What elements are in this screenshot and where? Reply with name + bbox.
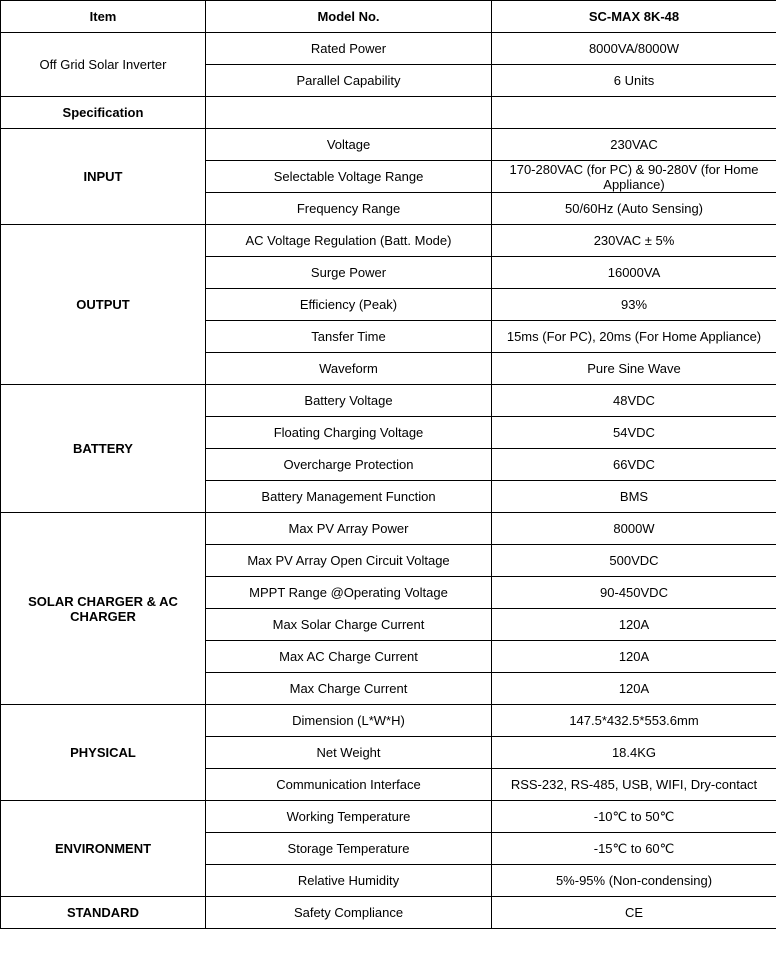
value-cell: BMS xyxy=(492,481,776,513)
table-row xyxy=(1,129,776,161)
table-row xyxy=(1,801,776,833)
param-cell: Selectable Voltage Range xyxy=(206,161,492,193)
table-row xyxy=(1,897,776,929)
empty-cell xyxy=(206,97,492,129)
value-cell: 18.4KG xyxy=(492,737,776,769)
param-cell: Efficiency (Peak) xyxy=(206,289,492,321)
param-cell: Max Solar Charge Current xyxy=(206,609,492,641)
group-label: INPUT xyxy=(1,129,206,225)
param-cell: Surge Power xyxy=(206,257,492,289)
value-cell: 16000VA xyxy=(492,257,776,289)
param-cell: Safety Compliance xyxy=(206,897,492,929)
value-cell: 120A xyxy=(492,673,776,705)
group-label: ENVIRONMENT xyxy=(1,801,206,897)
header-row xyxy=(1,1,776,33)
value-cell: 230VAC xyxy=(492,129,776,161)
value-cell: 120A xyxy=(492,641,776,673)
param-cell: Tansfer Time xyxy=(206,321,492,353)
table-row xyxy=(1,513,776,545)
param-cell: Waveform xyxy=(206,353,492,385)
header-item: Item xyxy=(1,1,206,33)
param-cell: Battery Voltage xyxy=(206,385,492,417)
value-cell: 5%-95% (Non-condensing) xyxy=(492,865,776,897)
value-cell: 500VDC xyxy=(492,545,776,577)
param-cell: Max PV Array Power xyxy=(206,513,492,545)
group-label: BATTERY xyxy=(1,385,206,513)
param-cell: Dimension (L*W*H) xyxy=(206,705,492,737)
param-cell: Frequency Range xyxy=(206,193,492,225)
group-label: STANDARD xyxy=(1,897,206,929)
value-cell: 48VDC xyxy=(492,385,776,417)
value-cell: 50/60Hz (Auto Sensing) xyxy=(492,193,776,225)
value-cell: RSS-232, RS-485, USB, WIFI, Dry-contact xyxy=(492,769,776,801)
param-cell: Battery Management Function xyxy=(206,481,492,513)
specification-row xyxy=(1,97,776,129)
value-cell: 8000VA/8000W xyxy=(492,33,776,65)
value-cell: 147.5*432.5*553.6mm xyxy=(492,705,776,737)
param-cell: Max PV Array Open Circuit Voltage xyxy=(206,545,492,577)
param-cell: Rated Power xyxy=(206,33,492,65)
group-label: SOLAR CHARGER & AC CHARGER xyxy=(1,513,206,705)
param-cell: Floating Charging Voltage xyxy=(206,417,492,449)
group-label: OUTPUT xyxy=(1,225,206,385)
value-cell: 54VDC xyxy=(492,417,776,449)
value-cell: 93% xyxy=(492,289,776,321)
param-cell: Relative Humidity xyxy=(206,865,492,897)
param-cell: Parallel Capability xyxy=(206,65,492,97)
param-cell: MPPT Range @Operating Voltage xyxy=(206,577,492,609)
table-row xyxy=(1,385,776,417)
value-cell: Pure Sine Wave xyxy=(492,353,776,385)
header-model: SC-MAX 8K-48 xyxy=(492,1,776,33)
value-cell: 8000W xyxy=(492,513,776,545)
value-cell: 90-450VDC xyxy=(492,577,776,609)
param-cell: Overcharge Protection xyxy=(206,449,492,481)
value-cell: 170-280VAC (for PC) & 90-280V (for Home Appliance) xyxy=(492,161,776,193)
param-cell: AC Voltage Regulation (Batt. Mode) xyxy=(206,225,492,257)
group-label: PHYSICAL xyxy=(1,705,206,801)
param-cell: Voltage xyxy=(206,129,492,161)
param-cell: Max Charge Current xyxy=(206,673,492,705)
value-cell: -10℃ to 50℃ xyxy=(492,801,776,833)
table-row xyxy=(1,705,776,737)
table-row xyxy=(1,33,776,65)
value-cell: CE xyxy=(492,897,776,929)
param-cell: Working Temperature xyxy=(206,801,492,833)
value-cell: 66VDC xyxy=(492,449,776,481)
param-cell: Communication Interface xyxy=(206,769,492,801)
empty-cell xyxy=(492,97,776,129)
value-cell: 15ms (For PC), 20ms (For Home Appliance) xyxy=(492,321,776,353)
value-cell: 6 Units xyxy=(492,65,776,97)
value-cell: 120A xyxy=(492,609,776,641)
product-label: Off Grid Solar Inverter xyxy=(1,33,206,97)
param-cell: Max AC Charge Current xyxy=(206,641,492,673)
value-cell: -15℃ to 60℃ xyxy=(492,833,776,865)
header-model-no: Model No. xyxy=(206,1,492,33)
table-row xyxy=(1,225,776,257)
value-cell: 230VAC ± 5% xyxy=(492,225,776,257)
param-cell: Net Weight xyxy=(206,737,492,769)
specification-label: Specification xyxy=(1,97,206,129)
param-cell: Storage Temperature xyxy=(206,833,492,865)
